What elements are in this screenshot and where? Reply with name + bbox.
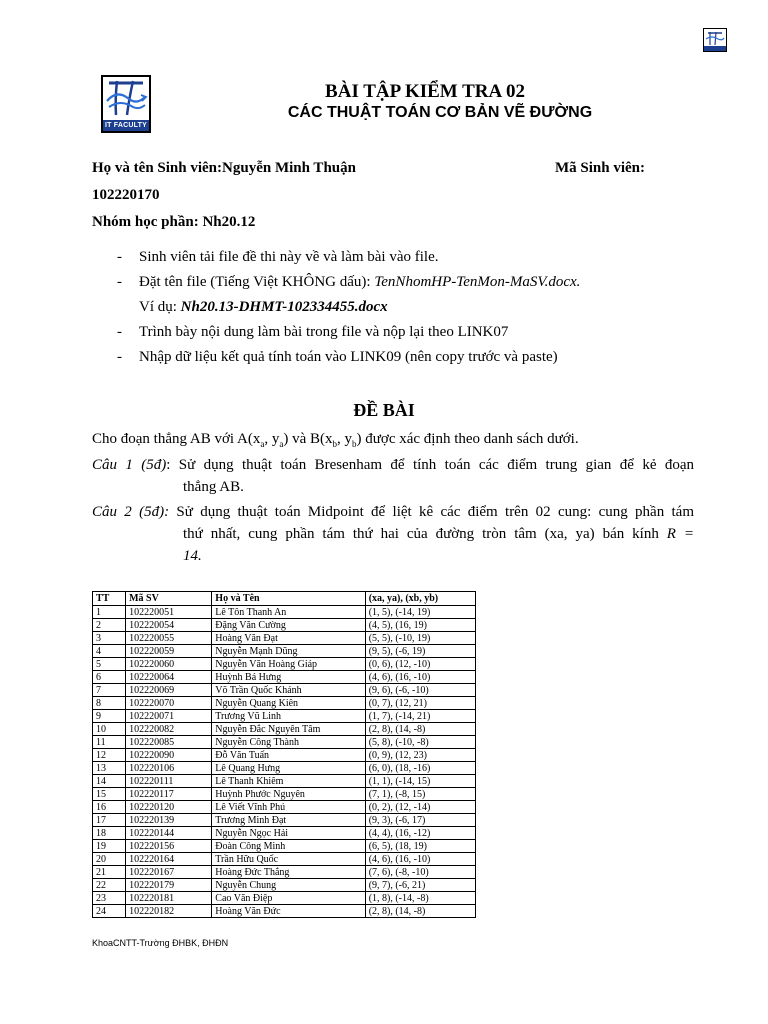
row-number: 12 [93,749,126,762]
row-student-id: 102220179 [126,879,212,892]
row-coordinates: (0, 2), (12, -14) [365,801,475,814]
question-1: Câu 1 (5đ): Sử dụng thuật toán Bresenham để tính toán các điểm trung gian để kẻ đoạn [92,457,694,473]
row-number: 21 [93,866,126,879]
row-student-id: 102220060 [126,658,212,671]
question-2-label: Câu 2 (5đ): [92,504,170,520]
row-coordinates: (6, 5), (18, 19) [365,840,475,853]
instruction-item: - Sinh viên tải file đề thi này về và làm bài vào file. [117,249,439,265]
row-student-name: Nguyễn Mạnh Dũng [212,645,365,658]
row-student-name: Nguyễn Ngọc Hải [212,827,365,840]
table-row [93,684,476,697]
row-number: 17 [93,814,126,827]
table-row [93,788,476,801]
row-coordinates: (1, 5), (-14, 19) [365,606,475,619]
table-row [93,710,476,723]
problem-heading: ĐỀ BÀI [353,400,415,420]
row-student-name: Huỳnh Bá Hưng [212,671,365,684]
table-row [93,814,476,827]
table-row [93,723,476,736]
row-coordinates: (4, 5), (16, 19) [365,619,475,632]
table-row [93,866,476,879]
row-student-id: 102220070 [126,697,212,710]
instruction-item: - Trình bày nội dung làm bài trong file và nộp lại theo LINK07 [117,324,509,340]
row-student-id: 102220055 [126,632,212,645]
instruction-example: Ví dụ: Nh20.13-DHMT-102334455.docx [139,299,388,315]
row-student-name: Nguyễn Đắc Nguyên Tâm [212,723,365,736]
table-row [93,840,476,853]
table-row [93,801,476,814]
row-number: 19 [93,840,126,853]
exam-title: BÀI TẬP KIỂM TRA 02 [325,81,525,102]
row-student-id: 102220071 [126,710,212,723]
table-row [93,775,476,788]
row-student-name: Lê Quang Hưng [212,762,365,775]
row-student-id: 102220181 [126,892,212,905]
row-coordinates: (0, 9), (12, 23) [365,749,475,762]
row-coordinates: (0, 6), (12, -10) [365,658,475,671]
row-coordinates: (4, 6), (16, -10) [365,671,475,684]
row-student-id: 102220117 [126,788,212,801]
row-student-id: 102220139 [126,814,212,827]
row-student-id: 102220144 [126,827,212,840]
student-name: Họ và tên Sinh viên:Nguyễn Minh Thuận [92,160,356,176]
row-student-name: Đoàn Công Minh [212,840,365,853]
instruction-list [117,245,580,370]
row-student-name: Hoàng Văn Đạt [212,632,365,645]
row-number: 16 [93,801,126,814]
table-header-row [93,592,476,606]
row-student-name: Hoàng Đức Thắng [212,866,365,879]
row-number: 9 [93,710,126,723]
row-coordinates: (9, 3), (-6, 17) [365,814,475,827]
row-student-name: Lê Viết Vĩnh Phú [212,801,365,814]
row-student-id: 102220054 [126,619,212,632]
row-coordinates: (9, 5), (-6, 19) [365,645,475,658]
table-row [93,879,476,892]
row-student-id: 102220120 [126,801,212,814]
row-number: 11 [93,736,126,749]
row-student-name: Nguyễn Văn Hoàng Giáp [212,658,365,671]
problem-intro: Cho đoạn thẳng AB với $A(x_a$, $y_a$) và $B(x_b$, $y_b$) được xác định theo danh sách dưới. [92,431,579,449]
col-header-coordinates: (xa, ya), (xb, yb) [365,592,475,606]
row-number: 18 [93,827,126,840]
table-row [93,658,476,671]
row-number: 7 [93,684,126,697]
question-1-label: Câu 1 (5đ) [92,457,167,473]
row-student-id: 102220085 [126,736,212,749]
student-id-value: 102220170 [92,187,160,203]
row-coordinates: (1, 8), (-14, -8) [365,892,475,905]
row-student-name: Nguyễn Chung [212,879,365,892]
table-row [93,632,476,645]
row-number: 20 [93,853,126,866]
filename-pattern: TenNhomHP-TenMon-MaSV.docx. [374,274,581,290]
row-student-name: Đặng Văn Cường [212,619,365,632]
row-student-id: 102220051 [126,606,212,619]
faculty-logo-icon [103,77,149,120]
table-row [93,762,476,775]
row-number: 4 [93,645,126,658]
row-student-name: Trương Minh Đạt [212,814,365,827]
row-coordinates: (7, 1), (-8, 15) [365,788,475,801]
table-row [93,619,476,632]
row-student-id: 102220111 [126,775,212,788]
row-student-id: 102220064 [126,671,212,684]
table-row [93,671,476,684]
faculty-logo-small [703,28,727,52]
instruction-item: - Đặt tên file (Tiếng Việt KHÔNG dấu): TenNhomHP-TenMon-MaSV.docx. [117,274,581,290]
row-student-name: Võ Trần Quốc Khánh [212,684,365,697]
row-coordinates: (6, 0), (18, -16) [365,762,475,775]
row-coordinates: (5, 5), (-10, 19) [365,632,475,645]
instruction-text: Sinh viên tải file đề thi này về và làm bài vào file. [139,249,439,265]
row-coordinates: (5, 8), (-10, -8) [365,736,475,749]
logo-caption: IT FACULTY [103,120,149,131]
table-row [93,697,476,710]
row-number: 15 [93,788,126,801]
row-number: 14 [93,775,126,788]
question-1-cont: thẳng AB. [183,479,244,495]
faculty-logo [101,75,151,133]
table-row [93,645,476,658]
filename-example: Nh20.13-DHMT-102334455.docx [180,299,388,315]
row-number: 23 [93,892,126,905]
table-row [93,606,476,619]
row-coordinates: (4, 4), (16, -12) [365,827,475,840]
row-number: 13 [93,762,126,775]
row-student-name: Lê Thanh Khiêm [212,775,365,788]
table-row [93,749,476,762]
instruction-text: Đặt tên file (Tiếng Việt KHÔNG dấu): [139,274,375,290]
row-number: 8 [93,697,126,710]
row-student-id: 102220059 [126,645,212,658]
row-coordinates: (9, 7), (-6, 21) [365,879,475,892]
exam-subtitle: CÁC THUẬT TOÁN CƠ BẢN VẼ ĐƯỜNG [287,104,593,121]
row-student-name: Trần Hữu Quốc [212,853,365,866]
group-line: Nhóm học phần: Nh20.12 [92,214,256,230]
row-number: 10 [93,723,126,736]
footer: KhoaCNTT-Trường ĐHBK, ĐHĐN [92,938,229,948]
instruction-item: - Nhập dữ liệu kết quả tính toán vào LINK09 (nên copy trước và paste) [117,349,558,365]
table-row [93,827,476,840]
row-number: 3 [93,632,126,645]
row-student-name: Lê Tôn Thanh An [212,606,365,619]
row-student-name: Đỗ Văn Tuấn [212,749,365,762]
table-row [93,736,476,749]
row-coordinates: (1, 1), (-14, 15) [365,775,475,788]
row-coordinates: (2, 8), (14, -8) [365,905,475,918]
table-row [93,892,476,905]
row-coordinates: (9, 6), (-6, -10) [365,684,475,697]
row-number: 5 [93,658,126,671]
row-coordinates: (4, 6), (16, -10) [365,853,475,866]
faculty-logo-small-icon [704,29,726,51]
row-student-name: Trương Vũ Linh [212,710,365,723]
row-number: 1 [93,606,126,619]
question-2-cont: thứ nhất, cung phần tám thứ hai của đường tròn tâm (xa, ya) bán kính R = [183,526,694,542]
question-2: Câu 2 (5đ): Sử dụng thuật toán Midpoint để liệt kê các điểm trên 02 cung: cung phần tám [92,504,694,520]
table-row [93,853,476,866]
row-coordinates: (1, 7), (-14, 21) [365,710,475,723]
row-student-id: 102220082 [126,723,212,736]
row-student-name: Cao Văn Điệp [212,892,365,905]
row-student-id: 102220106 [126,762,212,775]
instruction-text: Nhập dữ liệu kết quả tính toán vào LINK09 (nên copy trước và paste) [139,349,558,365]
row-coordinates: (2, 8), (14, -8) [365,723,475,736]
row-student-id: 102220167 [126,866,212,879]
row-student-name: Hoàng Văn Đức [212,905,365,918]
col-header-tt: TT [93,592,126,606]
row-coordinates: (0, 7), (12, 21) [365,697,475,710]
row-coordinates: (7, 6), (-8, -10) [365,866,475,879]
table-row [93,905,476,918]
row-number: 22 [93,879,126,892]
row-number: 24 [93,905,126,918]
row-number: 6 [93,671,126,684]
row-student-name: Nguyễn Công Thành [212,736,365,749]
row-number: 2 [93,619,126,632]
col-header-name: Họ và Tên [212,592,365,606]
col-header-student-id: Mã SV [126,592,212,606]
row-student-id: 102220182 [126,905,212,918]
student-table [92,591,476,918]
question-2-radius: 14. [183,548,202,564]
student-id-label: Mã Sinh viên: [555,160,646,176]
row-student-id: 102220156 [126,840,212,853]
row-student-id: 102220090 [126,749,212,762]
row-student-name: Huỳnh Phước Nguyên [212,788,365,801]
row-student-id: 102220164 [126,853,212,866]
row-student-name: Nguyễn Quang Kiên [212,697,365,710]
row-student-id: 102220069 [126,684,212,697]
instruction-text: Trình bày nội dung làm bài trong file và nộp lại theo LINK07 [139,324,509,340]
